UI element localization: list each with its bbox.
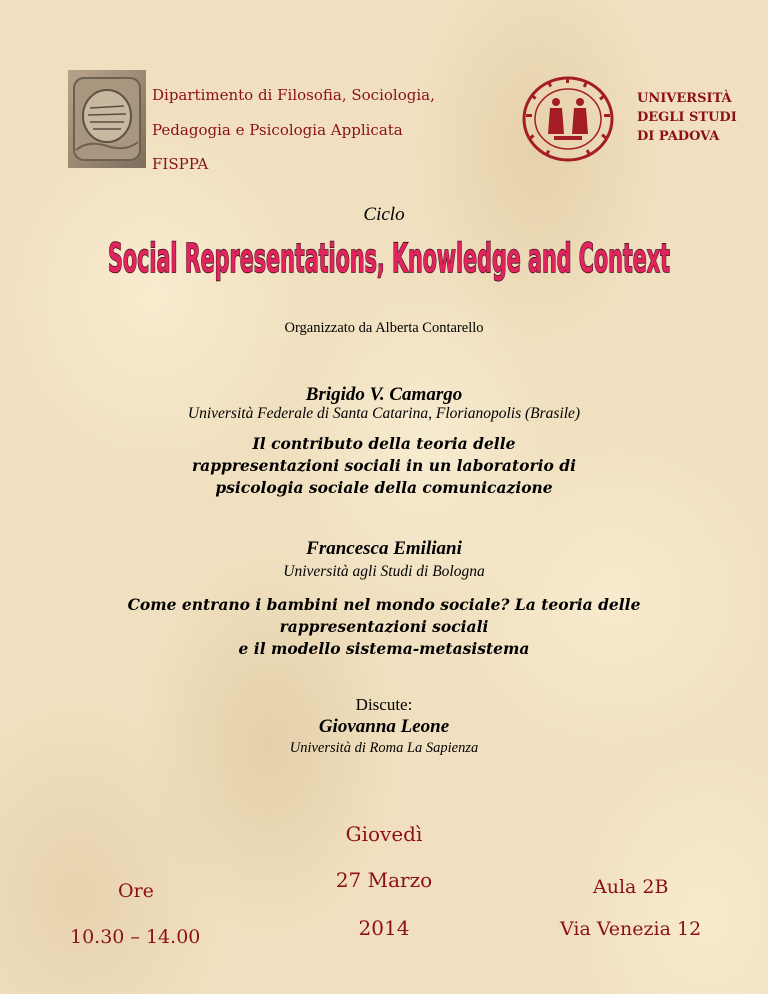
discussant-label: Discute: xyxy=(355,695,413,714)
discussant-name: Giovanna Leone xyxy=(318,716,450,737)
talk-line: Come entrano i bambini nel mondo sociale? La teoria delle xyxy=(127,595,641,614)
department-emblem xyxy=(68,70,146,168)
time-label: Ore xyxy=(118,880,154,902)
event-date: 27 Marzo xyxy=(335,868,433,892)
event-room: Aula 2B xyxy=(593,876,669,898)
department-name-line1: Dipartimento di Filosofia, Sociologia, xyxy=(152,86,435,104)
ciclo-label: Ciclo xyxy=(363,204,405,225)
speaker-2-talk-title xyxy=(0,594,768,660)
university-name-line3: DI PADOVA xyxy=(637,129,720,144)
event-address: Via Venezia 12 xyxy=(560,918,702,940)
talk-line: e il modello sistema-metasistema xyxy=(238,639,530,658)
series-title-text: Social Representations, Knowledge and Context xyxy=(108,236,670,282)
department-acronym: FISPPA xyxy=(152,155,209,173)
speaker-1-talk-title xyxy=(0,433,768,499)
series-title xyxy=(104,226,674,290)
discussant-affiliation: Università di Roma La Sapienza xyxy=(289,740,479,756)
university-name-line2: DEGLI STUDI xyxy=(637,110,737,125)
talk-line: rappresentazioni sociali xyxy=(279,617,489,636)
university-seal xyxy=(518,74,618,164)
department-name-line2: Pedagogia e Psicologia Applicata xyxy=(152,121,403,139)
speaker-1-name: Brigido V. Camargo xyxy=(305,384,463,405)
organizer: Organizzato da Alberta Contarello xyxy=(284,320,484,336)
event-day: Giovedì xyxy=(345,822,423,846)
talk-line: psicologia sociale della comunicazione xyxy=(215,478,553,497)
university-name-line1: UNIVERSITÀ xyxy=(637,91,732,106)
event-year: 2014 xyxy=(358,916,410,940)
event-time: 10.30 – 14.00 xyxy=(70,926,201,948)
talk-line: Il contributo della teoria delle xyxy=(252,434,516,453)
speaker-2-affiliation: Università agli Studi di Bologna xyxy=(283,563,485,580)
speaker-1-affiliation: Università Federale di Santa Catarina, Florianopolis (Brasile) xyxy=(187,405,581,422)
speaker-2-name: Francesca Emiliani xyxy=(306,538,462,559)
talk-line: rappresentazioni sociali in un laboratorio di xyxy=(192,456,576,475)
